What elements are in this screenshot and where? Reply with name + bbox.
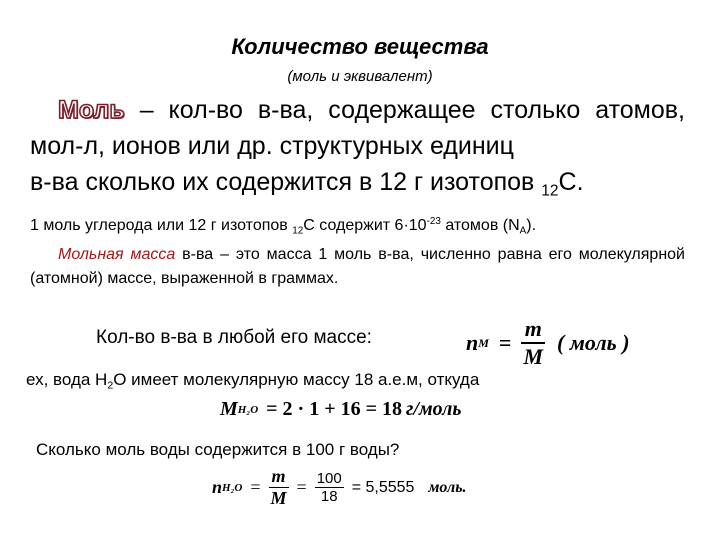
molar-mass-formula: M H₂O = 2 · 1 + 16 = 18 г / моль	[220, 398, 462, 420]
molar-mass-term: Мольная масса	[58, 246, 176, 264]
definition-line-1: – кол-во в-ва, содержащее столько	[124, 96, 581, 124]
page-subtitle: (моль и эквивалент)	[287, 68, 433, 85]
definition-term: Моль	[58, 96, 125, 124]
definition-line-3: в-ва сколько их содержится в 12 г изотопов $_{12}$С.	[30, 168, 584, 200]
amount-formula: n M = $\frac{m}{M}$ ( моль )	[466, 316, 630, 369]
page-title: Количество вещества	[231, 34, 489, 59]
amount-water-formula: n H₂O = $\frac{m}{M}$ = $\frac{100}{18}$ = 5,5555 моль.	[212, 466, 467, 508]
example-line: ех, вода $Н_2О$ имеет молекулярную массу 18 а.е.м, откуда	[26, 370, 480, 392]
amount-label: Кол-во в-ва в любой его массе:	[96, 327, 372, 348]
paragraph-line-1: 1 моль углерода или 12 г изотопов $_{12}$С содержит $6\cdot 10^{-23}$ атомов $(N_A)$.	[30, 216, 537, 237]
molar-mass-paragraph	[30, 210, 685, 291]
definition-block	[30, 92, 685, 209]
question-line: Сколько моль воды содержится в 100 г воды?	[36, 440, 400, 459]
paragraph-line-2: Мольная масса в-ва – это масса 1 моль в-ва, численно равна его молекулярной (атомной) массе, выраженной в граммах.	[30, 246, 685, 288]
definition-line-2: атомов, мол-л, ионов или др. структурных единиц	[30, 96, 685, 160]
